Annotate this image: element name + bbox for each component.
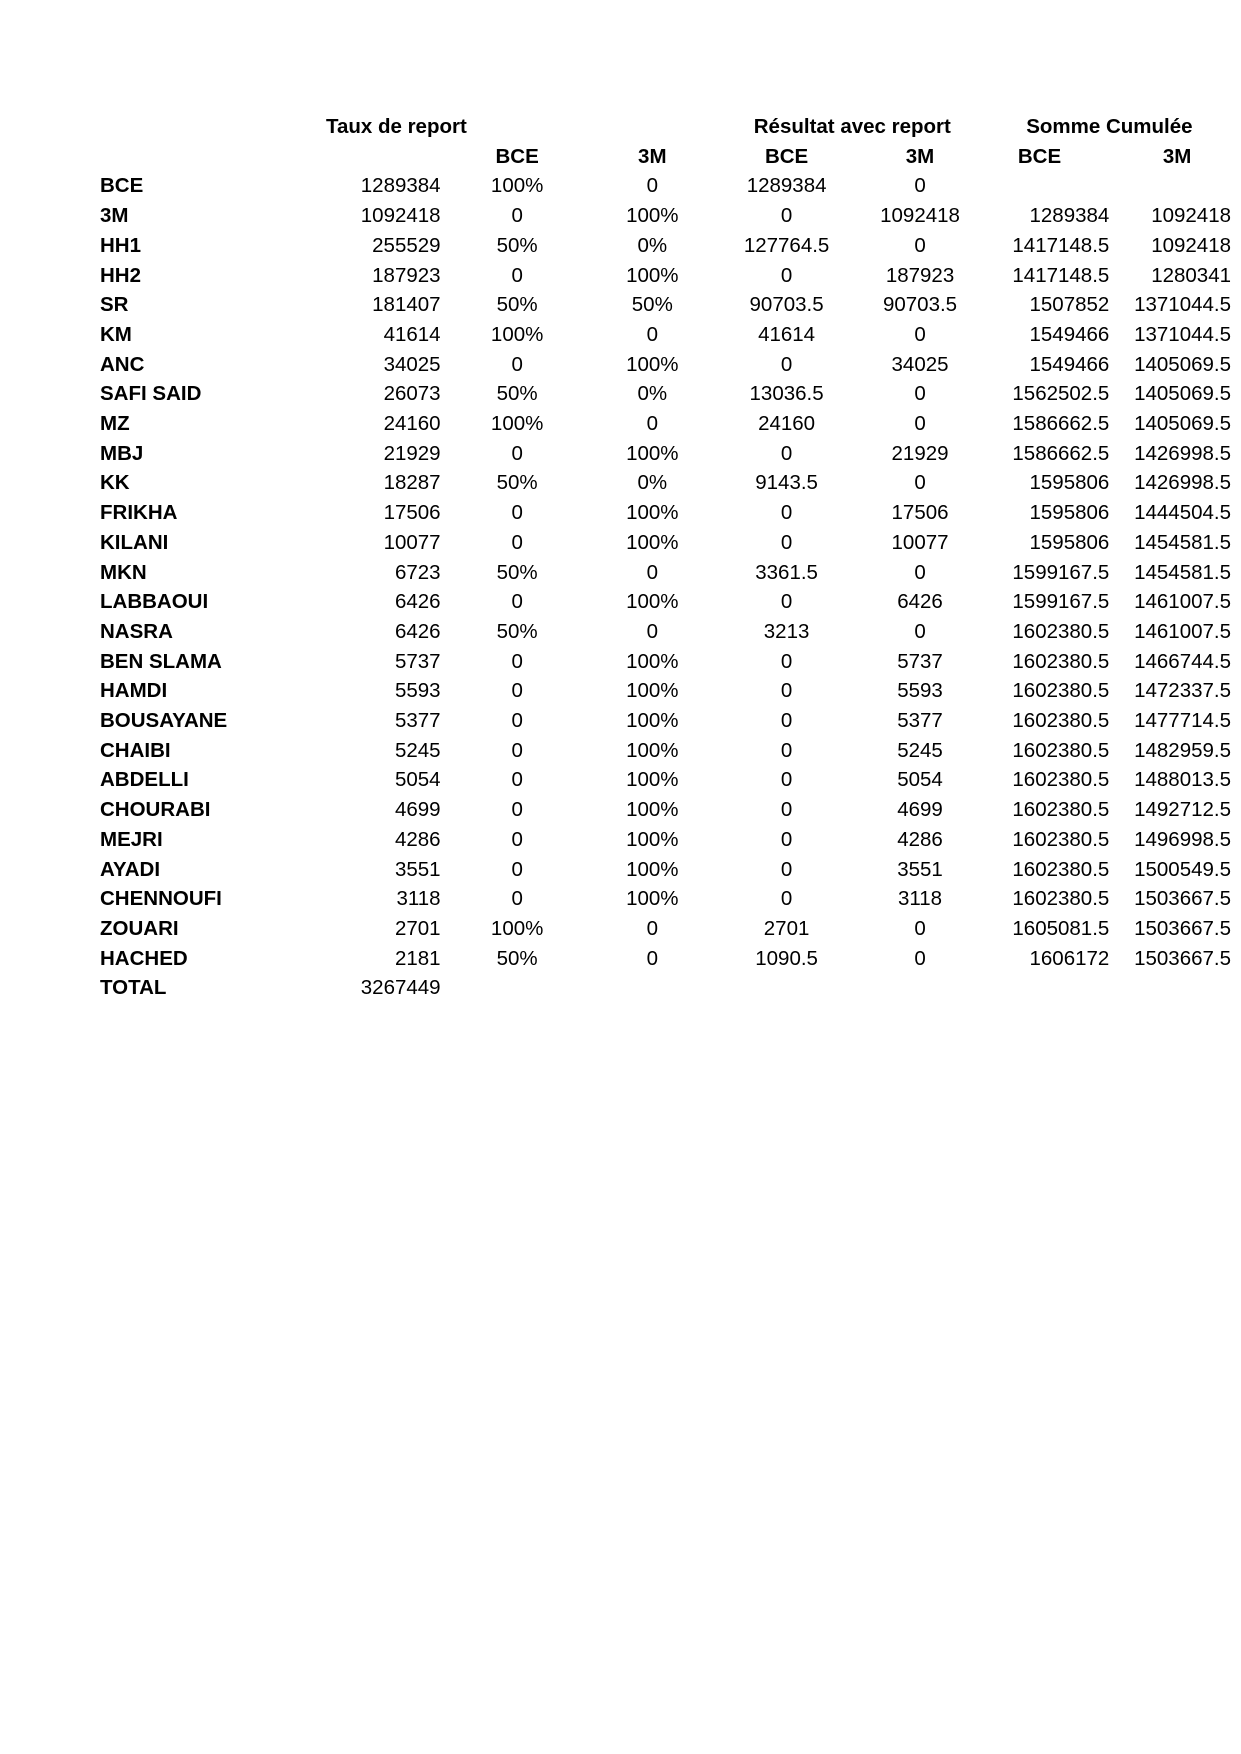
taux-3m-cell: 100% xyxy=(626,738,679,762)
subheader-som-3m: 3M xyxy=(1162,144,1192,168)
row-value: 18287 xyxy=(383,471,441,495)
res-3m-cell: 3551 xyxy=(897,857,943,881)
taux-3m-cell: 100% xyxy=(626,798,679,822)
res-bce-cell: 0 xyxy=(780,827,793,851)
som-3m-cell: 1461007.5 xyxy=(1134,619,1231,643)
taux-bce-cell: 0 xyxy=(511,857,523,881)
res-bce-cell: 0 xyxy=(780,887,793,911)
row-value: 5054 xyxy=(394,768,441,792)
res-bce-cell: 13036.5 xyxy=(749,382,824,406)
res-3m-cell: 0 xyxy=(914,174,926,198)
res-3m-cell: 187923 xyxy=(885,263,955,287)
taux-bce-cell: 100% xyxy=(490,916,544,940)
group-header-row xyxy=(100,112,1241,142)
som-3m-cell: 1472337.5 xyxy=(1134,679,1231,703)
som-3m-cell: 1466744.5 xyxy=(1134,649,1231,673)
row-name: KK xyxy=(100,471,130,495)
row-value: 17506 xyxy=(383,501,441,525)
som-3m-cell: 1503667.5 xyxy=(1134,887,1231,911)
table-row xyxy=(100,884,1241,914)
res-3m-cell: 5054 xyxy=(897,768,943,792)
taux-bce-cell: 0 xyxy=(511,798,523,822)
res-bce-cell: 0 xyxy=(780,263,793,287)
som-3m-cell: 1444504.5 xyxy=(1134,501,1231,525)
table-row xyxy=(100,290,1241,320)
row-name: MZ xyxy=(100,412,130,436)
som-3m-cell: 1371044.5 xyxy=(1134,322,1231,346)
res-3m-cell: 0 xyxy=(914,233,926,257)
som-bce-cell: 1417148.5 xyxy=(1012,233,1110,257)
som-3m-cell: 1405069.5 xyxy=(1134,352,1231,376)
som-bce-cell: 1602380.5 xyxy=(1012,619,1110,643)
res-3m-cell: 5245 xyxy=(897,738,943,762)
row-value: 181407 xyxy=(372,293,441,317)
row-value: 5593 xyxy=(394,679,441,703)
table-row xyxy=(100,498,1241,528)
taux-3m-cell: 0% xyxy=(637,382,668,406)
taux-3m-cell: 0 xyxy=(646,412,658,436)
row-value: 1092418 xyxy=(360,204,441,228)
row-name: ZOUARI xyxy=(100,916,179,940)
som-bce-cell: 1289384 xyxy=(1029,204,1110,228)
taux-3m-cell: 100% xyxy=(626,679,679,703)
som-bce-cell: 1605081.5 xyxy=(1012,916,1110,940)
table-row xyxy=(100,409,1241,439)
som-3m-cell: 1405069.5 xyxy=(1134,412,1231,436)
som-3m-cell: 1477714.5 xyxy=(1134,709,1231,733)
sub-header-row xyxy=(100,142,1241,172)
taux-3m-cell: 100% xyxy=(626,709,679,733)
res-3m-cell: 0 xyxy=(914,619,926,643)
taux-bce-cell: 0 xyxy=(511,204,523,228)
group-header-taux: Taux de report xyxy=(325,115,467,138)
group-header-resultat: Résultat avec report xyxy=(753,115,951,138)
som-bce-cell: 1586662.5 xyxy=(1012,412,1110,436)
table-row xyxy=(100,914,1241,944)
table-row xyxy=(100,350,1241,380)
som-bce-cell: 1599167.5 xyxy=(1012,590,1110,614)
group-header-somme: Somme Cumulée xyxy=(1026,115,1193,138)
som-3m-cell: 1482959.5 xyxy=(1134,738,1231,762)
taux-3m-cell: 100% xyxy=(626,263,679,287)
taux-bce-cell: 0 xyxy=(511,768,523,792)
som-bce-cell: 1549466 xyxy=(1029,352,1110,376)
som-bce-cell: 1595806 xyxy=(1029,501,1110,525)
row-name: HH2 xyxy=(100,263,142,287)
taux-3m-cell: 100% xyxy=(626,649,679,673)
res-bce-cell: 0 xyxy=(780,501,793,525)
res-3m-cell: 0 xyxy=(914,916,926,940)
row-value: 5737 xyxy=(394,649,441,673)
table-row xyxy=(100,736,1241,766)
subheader-res-bce: BCE xyxy=(764,144,809,168)
taux-bce-cell: 0 xyxy=(511,887,523,911)
som-bce-cell: 1602380.5 xyxy=(1012,738,1110,762)
taux-bce-cell: 50% xyxy=(496,619,538,643)
row-name: FRIKHA xyxy=(100,501,178,525)
res-bce-cell: 0 xyxy=(780,768,793,792)
taux-bce-cell: 100% xyxy=(490,322,544,346)
taux-bce-cell: 0 xyxy=(511,530,523,554)
som-bce-cell: 1602380.5 xyxy=(1012,649,1110,673)
som-bce-cell xyxy=(986,171,1114,201)
taux-bce-cell: 100% xyxy=(490,174,544,198)
taux-3m-cell: 100% xyxy=(626,204,679,228)
taux-3m-cell: 100% xyxy=(626,857,679,881)
taux-3m-cell: 0 xyxy=(646,619,658,643)
taux-3m-cell: 0% xyxy=(637,233,668,257)
report-table xyxy=(100,112,1241,1003)
row-name: MBJ xyxy=(100,441,144,465)
som-3m-cell: 1426998.5 xyxy=(1134,441,1231,465)
res-bce-cell: 0 xyxy=(780,441,793,465)
taux-bce-cell: 0 xyxy=(511,441,523,465)
som-3m-cell: 1500549.5 xyxy=(1134,857,1231,881)
row-name: HAMDI xyxy=(100,679,168,703)
total-label: TOTAL xyxy=(100,976,167,1000)
som-bce-cell: 1417148.5 xyxy=(1012,263,1110,287)
taux-3m-cell: 0 xyxy=(646,174,658,198)
table-row xyxy=(100,528,1241,558)
som-bce-cell: 1562502.5 xyxy=(1012,382,1110,406)
subheader-taux-bce: BCE xyxy=(495,144,539,168)
table-row xyxy=(100,647,1241,677)
res-3m-cell: 0 xyxy=(914,471,926,495)
row-name: BEN SLAMA xyxy=(100,649,222,673)
taux-3m-cell: 100% xyxy=(626,501,679,525)
som-3m-cell: 1461007.5 xyxy=(1134,590,1231,614)
taux-3m-cell: 100% xyxy=(626,590,679,614)
res-3m-cell: 0 xyxy=(914,382,926,406)
taux-3m-cell: 0 xyxy=(646,946,658,970)
taux-bce-cell: 50% xyxy=(496,293,538,317)
taux-bce-cell: 0 xyxy=(511,590,523,614)
taux-bce-cell: 0 xyxy=(511,352,523,376)
res-3m-cell: 1092418 xyxy=(880,204,960,228)
row-name: HH1 xyxy=(100,233,142,257)
row-name: MEJRI xyxy=(100,827,163,851)
row-value: 24160 xyxy=(383,412,441,436)
taux-bce-cell: 50% xyxy=(496,382,538,406)
row-value: 5245 xyxy=(394,738,441,762)
som-3m-cell: 1503667.5 xyxy=(1134,916,1231,940)
row-value: 6426 xyxy=(394,619,441,643)
row-value: 1289384 xyxy=(360,174,441,198)
taux-bce-cell: 0 xyxy=(511,263,523,287)
taux-bce-cell: 0 xyxy=(511,501,523,525)
row-value: 6723 xyxy=(394,560,441,584)
total-value: 3267449 xyxy=(360,976,441,1000)
res-3m-cell: 90703.5 xyxy=(882,293,958,317)
res-3m-cell: 3118 xyxy=(897,887,943,911)
res-bce-cell: 0 xyxy=(780,590,793,614)
row-name: HACHED xyxy=(100,946,188,970)
res-3m-cell: 17506 xyxy=(891,501,949,525)
row-name: SR xyxy=(100,293,129,317)
som-bce-cell: 1602380.5 xyxy=(1012,709,1110,733)
row-name: NASRA xyxy=(100,619,173,643)
row-name: CHOURABI xyxy=(100,798,211,822)
res-3m-cell: 34025 xyxy=(891,352,949,376)
row-name: ANC xyxy=(100,352,145,376)
res-3m-cell: 21929 xyxy=(891,441,949,465)
som-bce-cell: 1602380.5 xyxy=(1012,887,1110,911)
res-3m-cell: 0 xyxy=(914,560,926,584)
taux-3m-cell: 0 xyxy=(646,322,658,346)
row-name: BCE xyxy=(100,174,144,198)
taux-3m-cell: 0 xyxy=(646,916,658,940)
som-3m-cell: 1503667.5 xyxy=(1134,946,1231,970)
res-bce-cell: 0 xyxy=(780,352,793,376)
row-value: 4286 xyxy=(394,827,441,851)
row-value: 10077 xyxy=(383,530,441,554)
table-row xyxy=(100,944,1241,974)
taux-3m-cell: 0 xyxy=(646,560,658,584)
som-3m-cell: 1092418 xyxy=(1151,233,1231,257)
res-bce-cell: 2701 xyxy=(763,916,810,940)
taux-bce-cell: 0 xyxy=(511,679,523,703)
empty-cell xyxy=(986,973,1114,1003)
res-bce-cell: 0 xyxy=(780,649,793,673)
table-row xyxy=(100,765,1241,795)
res-3m-cell: 5377 xyxy=(897,709,943,733)
subheader-res-3m: 3M xyxy=(905,144,935,168)
res-3m-cell: 0 xyxy=(914,946,926,970)
som-bce-cell: 1602380.5 xyxy=(1012,679,1110,703)
taux-bce-cell: 0 xyxy=(511,649,523,673)
res-3m-cell: 6426 xyxy=(897,590,943,614)
res-bce-cell: 1289384 xyxy=(746,174,827,198)
row-name: BOUSAYANE xyxy=(100,709,228,733)
taux-bce-cell: 50% xyxy=(496,233,538,257)
taux-bce-cell: 50% xyxy=(496,560,538,584)
empty-cell xyxy=(719,973,854,1003)
som-3m-cell: 1280341 xyxy=(1151,263,1231,287)
row-name: AYADI xyxy=(100,857,161,881)
res-bce-cell: 0 xyxy=(780,857,793,881)
table-row xyxy=(100,558,1241,588)
res-3m-cell: 4286 xyxy=(897,827,943,851)
empty-cell xyxy=(1113,973,1241,1003)
res-bce-cell: 0 xyxy=(780,798,793,822)
som-bce-cell: 1595806 xyxy=(1029,530,1110,554)
row-name: CHAIBI xyxy=(100,738,171,762)
subheader-taux-3m: 3M xyxy=(638,144,667,168)
taux-3m-cell: 100% xyxy=(626,441,679,465)
taux-bce-cell: 100% xyxy=(490,412,544,436)
som-3m-cell: 1492712.5 xyxy=(1134,798,1231,822)
table-row xyxy=(100,587,1241,617)
table-row xyxy=(100,706,1241,736)
som-3m-cell: 1371044.5 xyxy=(1134,293,1231,317)
row-value: 2181 xyxy=(394,946,441,970)
som-3m-cell: 1454581.5 xyxy=(1134,560,1231,584)
empty-cell xyxy=(586,973,719,1003)
taux-bce-cell: 0 xyxy=(511,709,523,733)
res-3m-cell: 10077 xyxy=(891,530,949,554)
row-name: MKN xyxy=(100,560,147,584)
res-bce-cell: 0 xyxy=(780,530,793,554)
row-value: 3551 xyxy=(394,857,441,881)
res-bce-cell: 9143.5 xyxy=(755,471,818,495)
som-3m-cell: 1496998.5 xyxy=(1134,827,1231,851)
som-bce-cell: 1507852 xyxy=(1029,293,1110,317)
table-row xyxy=(100,439,1241,469)
table-row xyxy=(100,201,1241,231)
table-row xyxy=(100,855,1241,885)
res-bce-cell: 3361.5 xyxy=(755,560,818,584)
table-row xyxy=(100,261,1241,291)
table-row xyxy=(100,617,1241,647)
table-body xyxy=(100,112,1241,1003)
som-3m-cell: 1405069.5 xyxy=(1134,382,1231,406)
som-bce-cell: 1602380.5 xyxy=(1012,857,1110,881)
row-value: 6426 xyxy=(394,590,441,614)
row-value: 41614 xyxy=(383,322,441,346)
res-3m-cell: 4699 xyxy=(897,798,943,822)
res-bce-cell: 127764.5 xyxy=(743,233,830,257)
taux-bce-cell: 0 xyxy=(511,738,523,762)
res-3m-cell: 5593 xyxy=(897,679,943,703)
row-name: KM xyxy=(100,322,132,346)
res-3m-cell: 0 xyxy=(914,322,926,346)
row-value: 3118 xyxy=(396,887,441,911)
taux-bce-cell: 0 xyxy=(511,827,523,851)
table-row xyxy=(100,320,1241,350)
res-bce-cell: 0 xyxy=(780,679,793,703)
row-name: ABDELLI xyxy=(100,768,189,792)
row-name: SAFI SAID xyxy=(100,382,202,406)
subheader-som-bce: BCE xyxy=(1017,144,1062,168)
empty-cell xyxy=(854,973,985,1003)
som-bce-cell: 1549466 xyxy=(1029,322,1110,346)
row-value: 5377 xyxy=(394,709,441,733)
som-3m-cell: 1488013.5 xyxy=(1134,768,1231,792)
row-value: 26073 xyxy=(383,382,441,406)
table-row xyxy=(100,676,1241,706)
row-value: 4699 xyxy=(394,798,441,822)
total-row xyxy=(100,973,1241,1003)
res-bce-cell: 41614 xyxy=(758,322,816,346)
res-bce-cell: 0 xyxy=(780,709,793,733)
row-value: 34025 xyxy=(383,352,441,376)
som-3m-cell xyxy=(1113,171,1241,201)
row-name: 3M xyxy=(100,204,129,228)
row-value: 21929 xyxy=(383,441,441,465)
taux-bce-cell: 50% xyxy=(496,946,538,970)
res-3m-cell: 5737 xyxy=(897,649,943,673)
table-row xyxy=(100,231,1241,261)
taux-3m-cell: 0% xyxy=(637,471,668,495)
taux-3m-cell: 100% xyxy=(626,768,679,792)
res-bce-cell: 1090.5 xyxy=(755,946,818,970)
res-bce-cell: 3213 xyxy=(763,619,810,643)
row-name: LABBAOUI xyxy=(100,590,209,614)
row-value: 255529 xyxy=(372,233,441,257)
res-bce-cell: 0 xyxy=(780,738,793,762)
som-bce-cell: 1595806 xyxy=(1029,471,1110,495)
table-row xyxy=(100,379,1241,409)
som-bce-cell: 1602380.5 xyxy=(1012,798,1110,822)
row-value: 187923 xyxy=(372,263,441,287)
som-bce-cell: 1599167.5 xyxy=(1012,560,1110,584)
taux-3m-cell: 100% xyxy=(626,827,679,851)
taux-bce-cell: 50% xyxy=(496,471,538,495)
taux-3m-cell: 50% xyxy=(631,293,673,317)
table-row xyxy=(100,468,1241,498)
som-3m-cell: 1426998.5 xyxy=(1134,471,1231,495)
table-row xyxy=(100,171,1241,201)
som-3m-cell: 1454581.5 xyxy=(1134,530,1231,554)
row-value: 2701 xyxy=(394,916,441,940)
res-bce-cell: 90703.5 xyxy=(749,293,824,317)
res-bce-cell: 24160 xyxy=(758,412,816,436)
som-3m-cell: 1092418 xyxy=(1151,204,1231,228)
taux-3m-cell: 100% xyxy=(626,887,679,911)
som-bce-cell: 1602380.5 xyxy=(1012,827,1110,851)
empty-cell xyxy=(449,973,586,1003)
som-bce-cell: 1586662.5 xyxy=(1012,441,1110,465)
som-bce-cell: 1602380.5 xyxy=(1012,768,1110,792)
taux-3m-cell: 100% xyxy=(626,530,679,554)
table-row xyxy=(100,825,1241,855)
table-row xyxy=(100,795,1241,825)
som-bce-cell: 1606172 xyxy=(1029,946,1110,970)
res-bce-cell: 0 xyxy=(780,204,793,228)
row-name: KILANI xyxy=(100,530,169,554)
row-name: CHENNOUFI xyxy=(100,887,222,911)
taux-3m-cell: 100% xyxy=(626,352,679,376)
res-3m-cell: 0 xyxy=(914,412,926,436)
